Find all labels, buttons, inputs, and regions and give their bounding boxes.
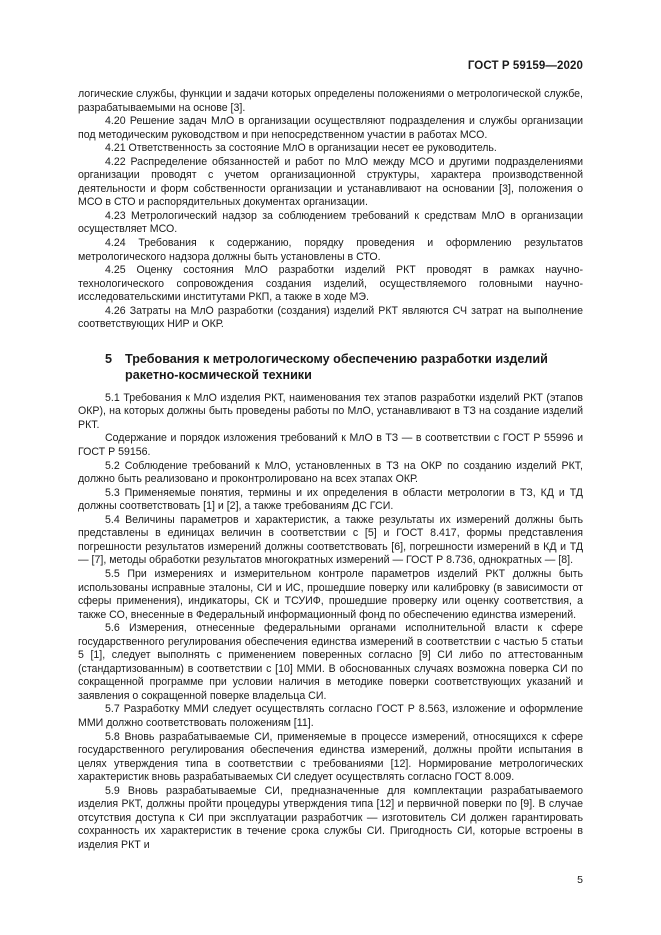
paragraph: 5.2 Соблюдение требований к МлО, установленных в ТЗ на ОКР по созданию изделий РКТ, должно быть реализовано и проконтролировано на всех этапах ОКР. [78, 459, 583, 486]
paragraph: 5.8 Вновь разрабатываемые СИ, применяемые в процессе измерений, относящихся к сфере государственного регулирования обеспечения единства измерений, должны пройти испытания в целях утверждения типа в соответствии с требованиями [12]. Нормирование метрологических характеристик вновь разрабатываемых СИ следует осуществлять согласно ГОСТ 8.009. [78, 730, 583, 784]
paragraph: 5.3 Применяемые понятия, термины и их определения в области метрологии в ТЗ, КД и ТД должны соответствовать [1] и [2], а также требованиям ДС ГСИ. [78, 486, 583, 513]
paragraph: 4.24 Требования к содержанию, порядку проведения и оформлению результатов метрологического надзора должны быть установлены в СТО. [78, 237, 583, 263]
section-heading [78, 351, 583, 383]
paragraph: 4.22 Распределение обязанностей и работ по МлО между МСО и другими подразделениями организации проводят с учетом организационной структуры, характера производственной деятельности и форм собственности организации и устанавливают на основании [3], положения о МСО в СТО и распорядительных документах организации. [78, 155, 583, 209]
paragraph: логические службы, функции и задачи которых определены положениями о метрологической службе, разрабатываемыми на основе [3]. [78, 88, 583, 114]
paragraph: 5.9 Вновь разрабатываемые СИ, предназначенные для комплектации разрабатываемого изделия РКТ, должны пройти процедуры утверждения типа [12] и первичной поверки по [9]. В случае отсутствия доступа к СИ при эксплуатации разработчик — изготовитель СИ должен гарантировать сохранность их характеристик в течение срока службы СИ. Пригодность СИ, которые встроены в изделия РКТ и [78, 784, 583, 851]
paragraph: 4.21 Ответственность за состояние МлО в организации несет ее руководитель. [105, 142, 497, 155]
paragraph: 4.26 Затраты на МлО разработки (создания) изделий РКТ являются СЧ затрат на выполнение соответствующих НИР и ОКР. [78, 304, 583, 331]
paragraph: 4.25 Оценку состояния МлО разработки изделий РКТ проводят в рамках научно-технологического сопровождения создания изделий, осуществляемого головными научно-исследовательскими институтами РКП, а также в ходе МЭ. [78, 264, 583, 304]
paragraph: 5.7 Разработку ММИ следует осуществлять согласно ГОСТ Р 8.563, изложение и оформление ММИ должно соответствовать положениям [11]. [78, 703, 583, 729]
paragraph: 5.1 Требования к МлО изделия РКТ, наименования тех этапов разработки изделий РКТ (этапов ОКР), на которых должны быть проведены работы по МлО, устанавливают в ТЗ на создание изделий РКТ. [78, 391, 583, 431]
section-number: 5 [105, 351, 113, 366]
paragraph: 4.20 Решение задач МлО в организации осуществляют подразделения и службы организации под методическим руководством и при непосредственном участии в работах МСО. [78, 115, 583, 141]
paragraphs-top [78, 88, 583, 332]
paragraph: 5.5 При измерениях и измерительном контроле параметров изделий РКТ должны быть использованы исправные эталоны, СИ и ИС, прошедшие поверку или калибровку (в зависимости от сферы применения), индикаторы, СК и ТСУИФ, прошедшие проверку или оценку соответствия, а также СО, внесенные в Федеральный информационный фонд по обеспечению единства измерений. [78, 567, 583, 621]
document-body [78, 88, 583, 852]
page-number: 5 [577, 874, 583, 886]
paragraphs-bottom [78, 392, 583, 853]
standard-header: ГОСТ Р 59159—2020 [467, 60, 583, 72]
paragraph: Содержание и порядок изложения требований к МлО в ТЗ — в соответствии с ГОСТ Р 55996 и ГОСТ Р 59156. [78, 432, 583, 459]
paragraph: 5.6 Измерения, отнесенные федеральными органами исполнительной власти к сфере государственного регулирования обеспечения единства измерений в соответствии с частью 5 статьи 5 [1], следует выполнять с применением поверенных согласно [9] СИ либо по аттестованным (стандартизованным) в соответствии с [10] ММИ. В обоснованных случаях возможна поверка СИ по сокращенной программе при условии наличия в методике поверки соответствующих указаний и заявления о сокращенной поверке владельца СИ. [78, 622, 583, 702]
paragraph: 5.4 Величины параметров и характеристик, а также результаты их измерений должны быть представлены в единицах величин в соответствии с [5] и ГОСТ 8.417, формы представления погрешности результатов измерений должны соответствовать [6], погрешности измерений в КД и ТД — [7], методы обработки результатов многократных измерений — ГОСТ Р 8.736, однократных — [8]. [78, 513, 583, 567]
section-title: Требования к метрологическому обеспечению разработки изделий ракетно-космической техники [125, 351, 548, 382]
paragraph: 4.23 Метрологический надзор за соблюдением требований к средствам МлО в организации осуществляет МСО. [78, 209, 583, 236]
